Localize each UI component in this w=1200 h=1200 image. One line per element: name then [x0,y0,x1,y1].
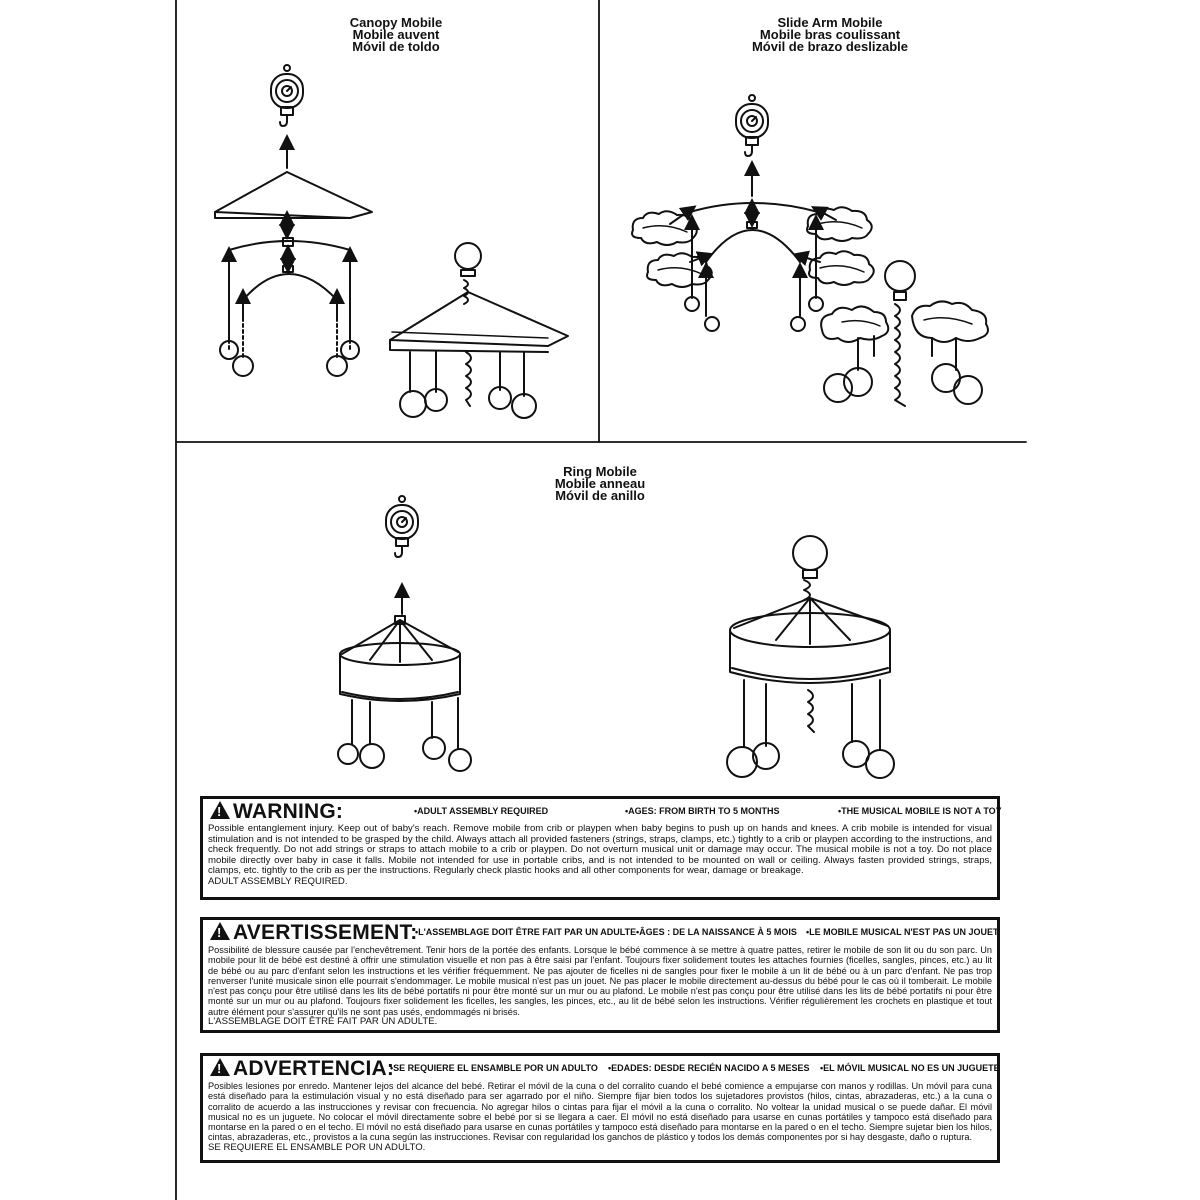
title-es: Móvil de brazo deslizable [751,39,909,54]
canopy-mobile-title [296,17,496,53]
warning-triangle-icon [210,801,230,819]
title-fr: Mobile auvent [352,27,440,42]
slide-arm-mobile-diagram [632,95,988,406]
warning-bullet: •EL MÓVIL MUSICAL NO ES UN JUGUETE [820,1063,1000,1073]
ring-mobile-diagram [338,496,894,778]
title-fr: Mobile anneau [554,476,646,491]
title-fr: Mobile bras coulissant [759,27,901,42]
warning-heading: !WARNING: [210,800,343,824]
warning-bullet: •LE MOBILE MUSICAL N'EST PAS UN JOUET [806,927,999,937]
warning-triangle-icon [210,922,230,940]
warning-bullet: •ÂGES : DE LA NAISSANCE À 5 MOIS [636,927,797,937]
warning-box-es [200,1053,1000,1163]
warning-body: Possible entanglement injury. Keep out of baby's reach. Remove mobile from crib or playpen when baby begins to push up on hands and knees. A crib mobile is intended for visual stimulation and is not intended to be grasped by the child. Always attach all provided fasteners (strings, straps, clamps, etc.) tightly to a crib or playpen according to the instructions, and check frequently. Do not add strings or straps to attach mobile to a crib or playpen. Do not overturn musical unit or damage may occur. The musical mobile is not a toy. Do not place mobile directly over baby in case it falls. Mobile not intended for use in portable cribs, and is not intended to be mounted on wall or ceiling. Always fasten provided strings, straps, clamps, etc. tightly to the crib as per the instructions. Regularly check plastic hooks and all other components for wear, damage or breakage. [208,823,992,877]
warning-footer: L'ASSEMBLAGE DOIT ÊTRE FAIT PAR UN ADULTE. [208,1016,438,1028]
warning-bullet: •L'ASSEMBLAGE DOIT ÊTRE FAIT PAR UN ADULTE [415,927,637,937]
warning-footer: ADULT ASSEMBLY REQUIRED. [208,875,348,887]
warning-heading: !AVERTISSEMENT: [210,921,417,945]
warning-bullet: •THE MUSICAL MOBILE IS NOT A TOY [838,806,1002,816]
canopy-mobile-diagram [215,65,568,418]
warning-bullet: •AGES: FROM BIRTH TO 5 MONTHS [625,806,780,816]
warning-footer: SE REQUIERE EL ENSAMBLE POR UN ADULTO. [208,1141,426,1153]
warning-box-en [200,796,1000,900]
cloud-icon [632,211,697,245]
music-box-icon [386,496,418,557]
warning-heading: !ADVERTENCIA: [210,1057,394,1081]
warning-bullet: •ADULT ASSEMBLY REQUIRED [414,806,549,816]
warning-bullet: •SE REQUIERE EL ENSAMBLE POR UN ADULTO [390,1063,598,1073]
title-en: Ring Mobile [563,464,637,479]
warning-box-fr [200,917,1000,1033]
warning-body: Possibilité de blessure causée par l'enchevêtrement. Tenir hors de la portée des enfants. Lorsque le bébé commence à se mettre à quatre pattes, retirer le mobile de son lit ou du son parc. Un mobile pour lit de bébé est destiné à offrir une stimulation visuelle et non pas à être saisi par l'enfant. Toujours fixer solidement toutes les attaches fournies (ficelles, sangles, pinces, etc.) au lit de bébé ou au parc d'enfant selon les instructions et les vérifier fréquemment. Ne pas ajouter de ficelles ni de sangles pour fixer le mobile à un lit de bébé ou à un parc d'enfant. Ne pas trop renverser l'unité musicale sinon elle pourrait s'endommager. Le mobile musical n'est pas un jouet. Ne pas placer le mobile directement au-dessus du bébé pour le cas où il tomberait. Le mobile n'est pas conçu pour être utilisé dans les lits de bébé portatifs ni pour être monté sur un mur ou au plafond. Le mobile n'est pas conçu pour être utilisé dans les lits de bébé portatifs ni pour être monté sur un mur ou au plafond. Toujours fixer solidement les ficelles, les sangles, les pinces, etc., au lit de bébé selon les instructions. Vérifier régulièrement les crochets en plastique et tout autre élément pour s'assurer qu'ils ne sont pas usés, endommagés ni brisés. [208,945,992,1017]
warning-triangle-icon [210,1058,230,1076]
title-es: Móvil de toldo [352,39,440,54]
title-es: Móvil de anillo [555,488,645,503]
music-box-icon [271,65,303,126]
music-box-icon [736,95,768,156]
cloud-icon [809,251,874,285]
slide-arm-mobile-title [720,17,940,53]
title-en: Slide Arm Mobile [777,15,883,30]
warning-bullet: •EDADES: DESDE RECIÉN NACIDO A 5 MESES [608,1063,810,1073]
ring-mobile-title [500,466,700,502]
warning-body: Posibles lesiones por enredo. Mantener lejos del alcance del bebé. Retirar el móvil de la cuna o del corralito cuando el bebé comience a empujarse con manos y rodillas. Un móvil para cuna está diseñado para la estimulación visual y no está diseñado para ser agarrado por el niño. Siempre fijar bien todos los sujetadores provistos (hilos, cintas, abrazaderas, etc.) a la cuna o corralito de acuerdo a las instrucciones y revisar con frecuencia. No agregar hilos o cintas para fijar el móvil a la cuna o corralito. No voltear la unidad musical o se puede dañar. El móvil musical no es un juguete. No colocar el móvil directamente sobre el bebé por si se llegara a caer. El móvil no está diseñado para usarse en cunas portátiles y tampoco está diseñado para montarse en la pared o en el techo. El móvil no está diseñado para usarse en cunas portátiles y tampoco está diseñado para montarse en la pared o en el techo. Siempre sujetar bien los hilos, cintas, abrazaderas, etc., provistos a la cuna según las instrucciones. Revisar con regularidad los ganchos de plástico y todos los demás componentes por si hay desgaste, daño o ruptura. [208,1081,992,1143]
title-en: Canopy Mobile [349,15,443,30]
